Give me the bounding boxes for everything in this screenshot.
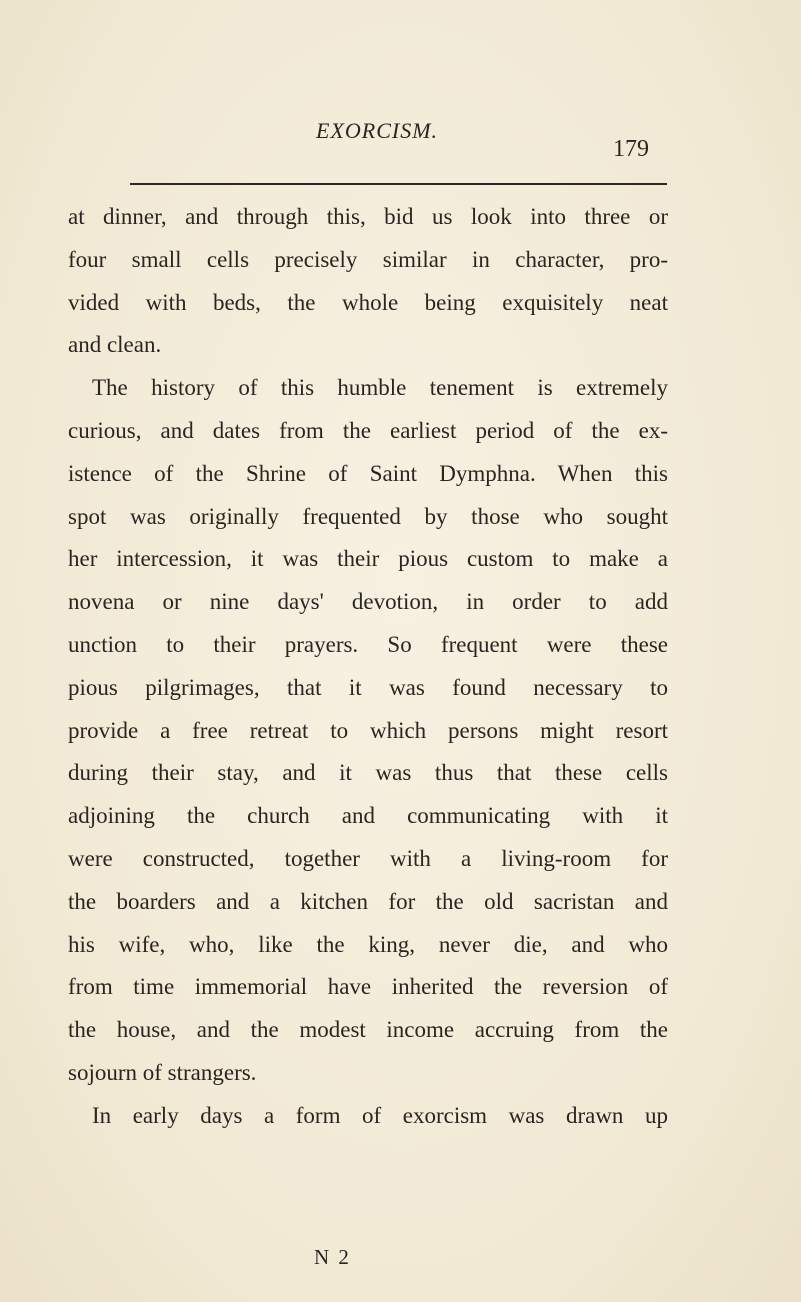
text-line: her intercession, it was their pious custom to make a xyxy=(68,546,668,572)
text-line: spot was originally frequented by those who sought xyxy=(68,503,668,529)
text-line: his wife, who, like the king, never die, and who xyxy=(68,931,668,957)
running-title: EXORCISM. xyxy=(316,118,439,143)
text-line: novena or nine days' devotion, in order to add xyxy=(68,589,668,615)
text-line: sojourn of strangers. xyxy=(68,1059,257,1085)
text-line: vided with beds, the whole being exquisitely neat xyxy=(68,289,668,315)
body-text xyxy=(68,196,668,1138)
text-line: the boarders and a kitchen for the old sacristan and xyxy=(68,888,668,914)
text-line: curious, and dates from the earliest period of the ex- xyxy=(68,417,668,443)
text-line: were constructed, together with a living-room for xyxy=(68,845,668,871)
signature-mark: N 2 xyxy=(314,1245,351,1269)
header-rule xyxy=(130,183,667,185)
text-line: the house, and the modest income accruing from the xyxy=(68,1017,668,1043)
text-line: from time immemorial have inherited the reversion of xyxy=(68,974,668,1000)
text-line: at dinner, and through this, bid us look into three or xyxy=(68,204,668,229)
text-line: The history of this humble tenement is extremely xyxy=(92,375,668,401)
text-line: and clean. xyxy=(68,332,162,358)
text-line: provide a free retreat to which persons might resort xyxy=(68,717,668,743)
text-line: istence of the Shrine of Saint Dymphna. When this xyxy=(68,460,668,486)
text-line: pious pilgrimages, that it was found necessary to xyxy=(68,674,668,700)
text-line: In early days a form of exorcism was drawn up xyxy=(92,1102,668,1128)
text-line: four small cells precisely similar in character, pro- xyxy=(68,246,668,272)
text-line: unction to their prayers. So frequent were these xyxy=(68,631,668,657)
text-line: during their stay, and it was thus that these cells xyxy=(68,760,668,786)
text-line: adjoining the church and communicating with it xyxy=(68,803,668,829)
page-number: 179 xyxy=(613,136,649,162)
